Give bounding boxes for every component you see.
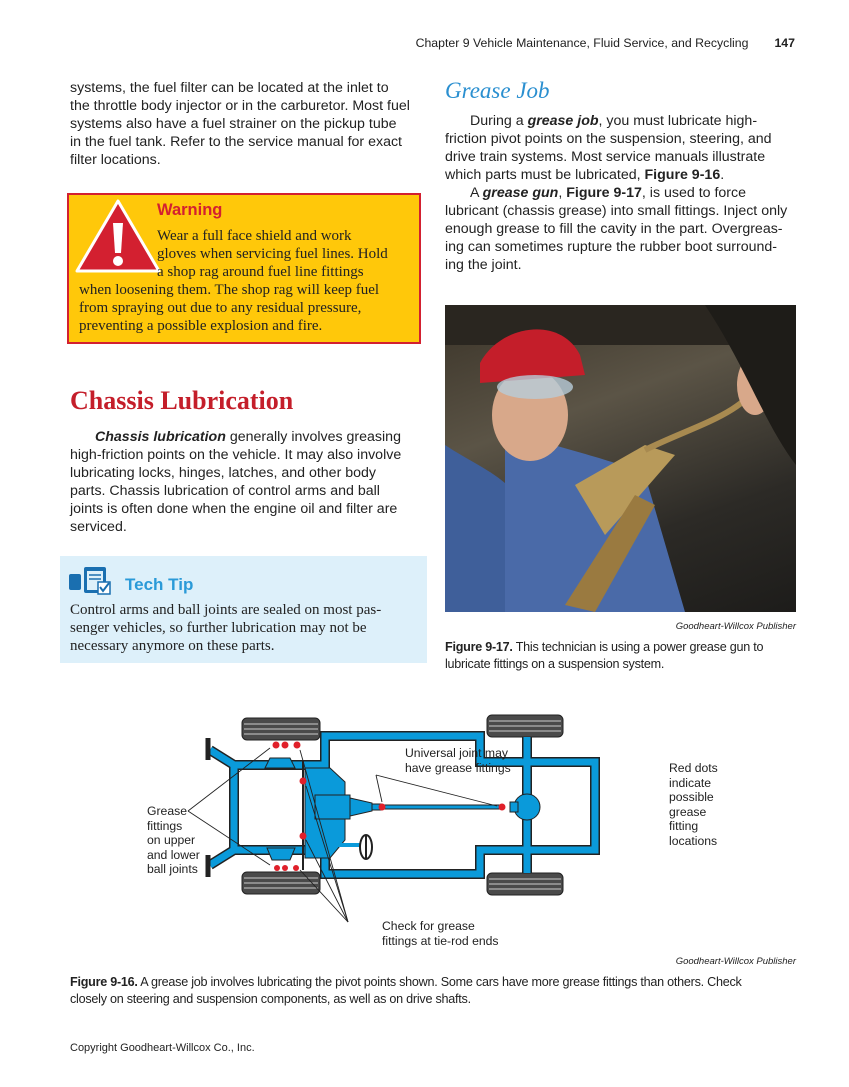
warning-text [79,227,388,335]
text-run: preventing a possible explosion and fire. [79,318,323,334]
text-run: ing can sometimes rupture the rubber boot surround- [445,239,778,255]
text-line [445,238,787,256]
text-run: lubricating locks, hinges, latches, and other body [70,465,377,481]
steering-wheel-icon [360,835,372,859]
text-run: Control arms and ball joints are sealed on most pas- [70,602,382,618]
text-line [445,166,772,184]
emphasis-text: grease job [527,113,599,129]
text-run: ing the joint. [445,257,522,273]
text-run: the throttle body injector or in the carburetor. Most fuel [70,98,410,114]
text-run: high-friction points on the vehicle. It may also involve [70,447,402,463]
tech-tip-text [70,601,381,655]
text-line [70,151,410,169]
text-line [445,256,787,274]
text-line [79,299,388,317]
text-run: A [470,185,483,201]
grease-job-paragraph-2 [445,184,787,274]
text-run: enough grease to fill the cavity in the part. Overgreas- [445,221,783,237]
text-line [70,79,410,97]
text-run: serviced. [70,519,127,535]
text-run: gloves when servicing fuel lines. Hold [157,246,388,262]
text-run: filter locations. [70,152,161,168]
text-run: from spraying out due to any residual pressure, [79,300,362,316]
text-line [70,97,410,115]
text-line [445,639,763,656]
photo-credit: Goodheart-Willcox Publisher [675,621,796,632]
text-run: necessary anymore on these parts. [70,638,275,654]
text-line [445,130,772,148]
text-run: During a [470,113,528,129]
text-run: . [720,167,725,183]
text-line [445,202,787,220]
text-run: , is used to force [641,185,747,201]
chassis-grease-points-diagram [140,710,660,950]
emphasis-text: Figure 9-17. [445,640,513,654]
chapter-title: Chapter 9 Vehicle Maintenance, Fluid Service, and Recycling [415,36,749,50]
figure-9-16-caption [70,974,742,1008]
text-line [70,133,410,151]
figure-9-17-caption [445,639,763,673]
text-run: , [558,185,567,201]
label-red-dots: Red dots indicate possible grease fitting locations [669,761,718,848]
text-run: senger vehicles, so further lubrication may not be [70,620,367,636]
text-run: systems also have a fuel strainer on the pickup tube [70,116,397,132]
tech-tip-title: Tech Tip [125,575,194,594]
text-run: This technician is using a power grease gun to [512,640,764,654]
text-run: generally involves greasing [225,429,401,445]
text-line [70,637,381,655]
warning-title: Warning [157,201,223,219]
text-line [70,428,401,446]
page-number: 147 [774,36,795,50]
text-line [445,656,763,673]
text-run: when loosening them. The shop rag will keep fuel [79,282,380,298]
text-line [79,263,388,281]
chassis-paragraph [70,428,401,536]
text-run: A grease job involves lubricating the pivot points shown. Some cars have more grease fittings than others. Check [137,975,742,989]
running-header [416,36,795,50]
text-run: systems, the fuel filter can be located at the inlet to [70,80,389,96]
text-line [70,991,742,1008]
text-line [70,601,381,619]
emphasis-text: grease gun [482,185,559,201]
text-run: in the fuel tank. Refer to the service manual for exact [70,134,402,150]
text-line [70,619,381,637]
text-run: friction pivot points on the suspension, steering, and [445,131,772,147]
text-line [79,281,388,299]
label-universal-joint: Universal joint may have grease fittings [405,746,511,775]
text-run: lubricate fittings on a suspension system. [445,657,665,671]
text-run: joints is often done when the engine oil and filter are [70,501,398,517]
copyright-footer: Copyright Goodheart-Willcox Co., Inc. [70,1042,255,1054]
text-line [70,446,401,464]
emphasis-text: Figure 9-17 [566,185,642,201]
text-run: closely on steering and suspension components, as well as on drive shafts. [70,992,471,1006]
text-line [70,482,401,500]
label-ball-joint-fittings: Grease fittings on upper and lower ball joints [147,804,200,877]
text-line [70,518,401,536]
technician-grease-gun-photo [445,305,796,612]
text-line [70,464,401,482]
emphasis-text: Chassis lubrication [95,429,226,445]
section-heading-chassis-lubrication: Chassis Lubrication [70,386,294,415]
text-line [79,317,388,335]
text-line [445,112,772,130]
emphasis-text: Figure 9-16. [70,975,138,989]
text-line [70,974,742,991]
text-run: a shop rag around fuel line fittings [157,264,364,280]
diagram-credit: Goodheart-Willcox Publisher [675,956,796,967]
intro-paragraph [70,79,410,169]
text-line [445,184,787,202]
emphasis-text: Figure 9-16 [644,167,721,183]
label-tie-rod-ends: Check for grease fittings at tie-rod ends [382,919,499,948]
text-run: drive train systems. Most service manuals illustrate [445,149,766,165]
text-run: lubricant (chassis grease) into small fittings. Inject only [445,203,788,219]
text-run: Wear a full face shield and work [157,228,352,244]
text-line [79,245,388,263]
text-run: which parts must be lubricated, [445,167,645,183]
text-line [70,115,410,133]
grease-job-paragraph-1 [445,112,772,184]
text-run: parts. Chassis lubrication of control arms and ball [70,483,380,499]
text-line [445,220,787,238]
clipboard-check-icon [68,564,118,596]
text-line [70,500,401,518]
section-heading-grease-job: Grease Job [445,78,550,103]
text-line [445,148,772,166]
text-line [79,227,388,245]
text-run: , you must lubricate high- [598,113,758,129]
